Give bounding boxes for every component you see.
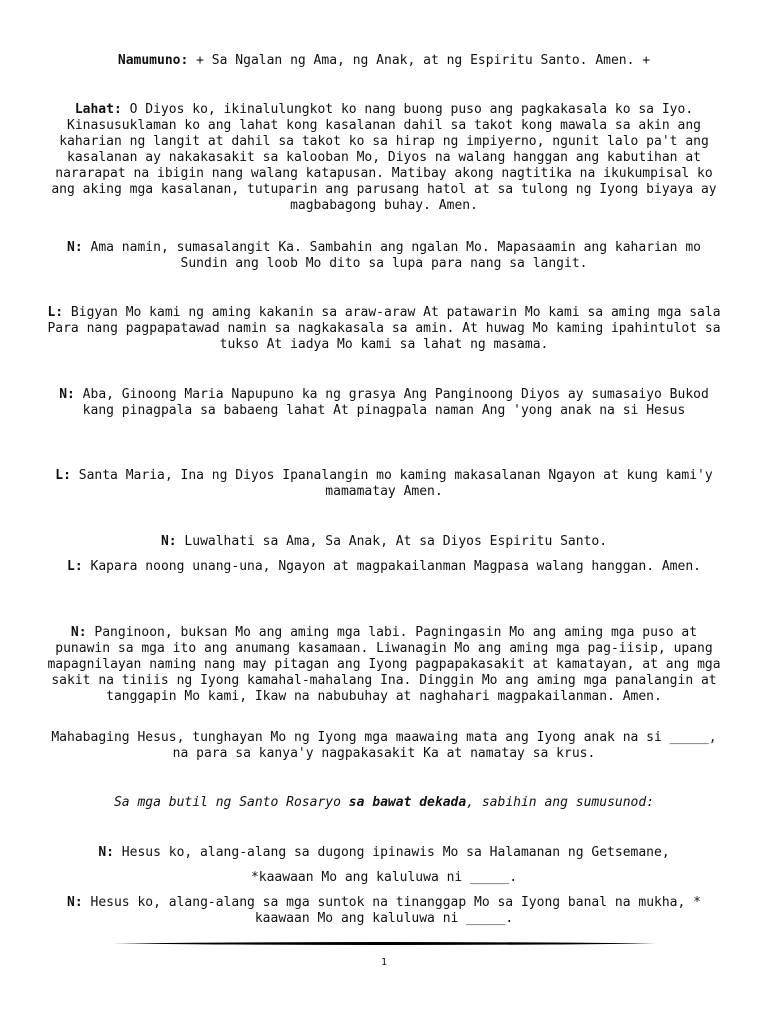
decade-prayer-line-2 (44, 895, 724, 927)
prayer-text: Santa Maria, Ina ng Diyos Ipanalangin mo kaming makasalanan Ngayon at kung kami'y mamamatay Amen. (70, 468, 713, 499)
speaker-label: N: (70, 625, 87, 640)
instruction-text: , sabihin ang sumusunod: (466, 795, 655, 810)
prayer-glory-be-part1 (44, 534, 724, 550)
speaker-label: N: (59, 387, 75, 402)
prayer-glory-be-part2 (44, 559, 724, 575)
prayer-hail-mary-part1 (44, 387, 724, 419)
speaker-label: N: (67, 895, 83, 910)
prayer-text: Hesus ko, alang-alang sa mga suntok na tinanggap Mo sa Iyong banal na mukha, * kaawaan Mo ang kaluluwa ni _____. (82, 895, 701, 926)
footer-divider (112, 941, 656, 946)
instruction-text: Sa mga butil ng Santo Rosaryo (113, 795, 349, 810)
prayer-text: Mahabaging Hesus, tunghayan Mo ng Iyong mga maawaing mata ang Iyong anak na si _____, na para sa kanya'y nagpakasakit Ka at namatay sa krus. (51, 730, 717, 761)
prayer-text: Aba, Ginoong Maria Napupuno ka ng grasya Ang Panginoong Diyos ay sumasaiyo Bukod kang pinagpala sa babaeng lahat At pinagpala naman Ang 'yong anak na si Hesus (74, 387, 709, 418)
decade-prayer-line-1 (44, 845, 724, 861)
prayer-text: Bigyan Mo kami ng aming kakanin sa araw-araw At patawarin Mo kami sa aming mga sala Para nang pagpapatawad namin sa nagkakasala sa amin. At huwag Mo kaming ipahintulot sa tukso At iadya Mo kami sa lahat ng masama. (47, 305, 721, 352)
instruction-emphasis: sa bawat dekada (348, 795, 467, 810)
speaker-label: Namumuno: (117, 53, 189, 68)
prayer-text: Ama namin, sumasalangit Ka. Sambahin ang ngalan Mo. Mapasaamin ang kaharian mo Sundin ang loob Mo dito sa lupa para nang sa langit. (82, 240, 701, 271)
prayer-merciful-jesus (44, 730, 724, 762)
prayer-text: Kapara noong unang-una, Ngayon at magpakailanman Magpasa walang hanggan. Amen. (82, 559, 701, 574)
speaker-label: Lahat: (74, 102, 122, 117)
speaker-label: L: (67, 559, 83, 574)
decade-prayer-response-1 (44, 870, 724, 886)
speaker-label: N: (98, 845, 114, 860)
speaker-label: N: (67, 240, 83, 255)
prayer-text: O Diyos ko, ikinalulungkot ko nang buong puso ang pagkakasala ko sa Iyo. Kinasusuklaman ko ang lahat kong kasalanan dahil sa takot kong mawala sa akin ang kaharian ng langit at dahil sa takot ko sa hirap ng impiyerno, ngunit lalo pa't ang kasalanan ay nakakasakit sa kalooban Mo, Diyos na walang hanggan ang kabutihan at nararapat na ibigin nang walang katapusan. Matibay akong nagtitika na ikukumpisal ko ang aking mga kasalanan, tutuparin ang parusang hatol at sa tulong ng Iyong biyaya ay magbabagong buhay. Amen. (51, 102, 717, 213)
prayer-sign-of-cross (44, 53, 724, 69)
prayer-text: Hesus ko, alang-alang sa dugong ipinawis Mo sa Halamanan ng Getsemane, (113, 845, 670, 860)
speaker-label: L: (55, 468, 71, 483)
prayer-opening-petition (44, 625, 724, 705)
page-number: 1 (380, 957, 388, 968)
prayer-our-father-part1 (44, 240, 724, 272)
prayer-text: *kaawaan Mo ang kaluluwa ni _____. (250, 870, 518, 885)
prayer-hail-mary-part2 (44, 468, 724, 500)
prayer-our-father-part2 (44, 305, 724, 353)
prayer-text: Luwalhati sa Ama, Sa Anak, At sa Diyos Espiritu Santo. (176, 534, 608, 549)
speaker-label: N: (160, 534, 177, 549)
rosary-instruction (44, 795, 724, 811)
prayer-text: + Sa Ngalan ng Ama, ng Anak, at ng Espiritu Santo. Amen. + (188, 53, 651, 68)
speaker-label: L: (47, 305, 64, 320)
prayer-act-of-contrition (44, 102, 724, 214)
prayer-text: Panginoon, buksan Mo ang aming mga labi. Pagningasin Mo ang aming mga puso at punawin sa mga ito ang anumang kasamaan. Liwanagin Mo ang aming mga pag-iisip, upang mapagnilayan naming nang may pitagan ang Iyong pagpapakasakit at kamatayan, at ang mga sakit na tiniis ng Iyong kamahal-mahalang Ina. Dinggin Mo ang aming mga panalangin at tanggapin Mo kami, Ikaw na nabubuhay at naghahari magpakailanman. Amen. (47, 625, 721, 704)
